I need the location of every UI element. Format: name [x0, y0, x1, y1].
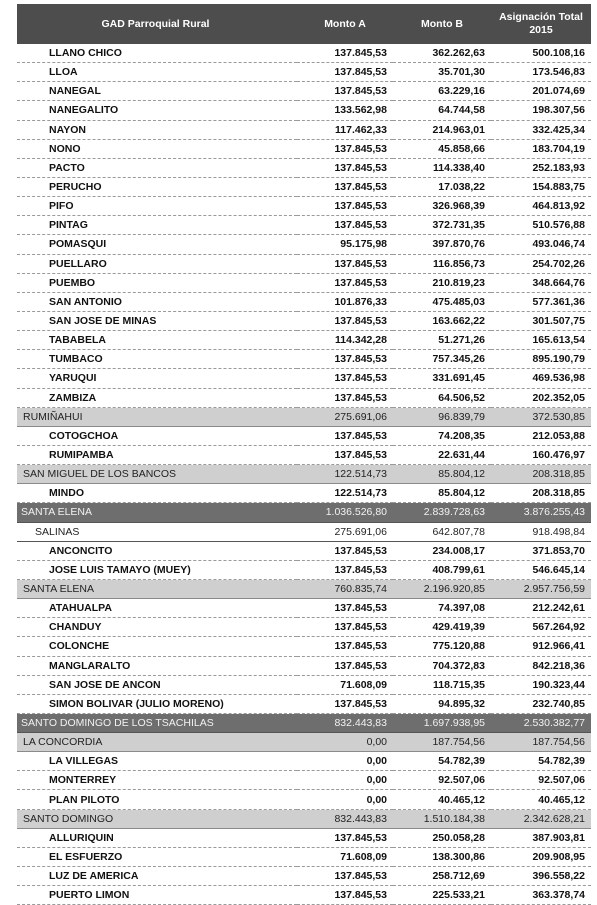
monto-b-cell: 94.895,32 [393, 694, 491, 713]
parroquia-cell: TABABELA [17, 331, 297, 350]
parroquia-cell: YARUQUI [17, 369, 297, 388]
monto-a-cell: 137.845,53 [297, 388, 393, 407]
parroquia-cell: ANCONCITO [17, 541, 297, 560]
parroquia-cell: SAN MIGUEL DE LOS BANCOS [17, 465, 297, 484]
monto-b-cell: 429.419,39 [393, 618, 491, 637]
monto-a-cell: 137.845,53 [297, 350, 393, 369]
asignacion-total-cell: 895.190,79 [491, 350, 591, 369]
parroquia-cell: ATAHUALPA [17, 599, 297, 618]
asignacion-total-cell: 464.813,92 [491, 197, 591, 216]
monto-b-cell: 51.271,26 [393, 331, 491, 350]
asignacion-total-cell: 208.318,85 [491, 465, 591, 484]
monto-b-cell: 138.300,86 [393, 847, 491, 866]
monto-b-cell: 250.058,28 [393, 828, 491, 847]
monto-a-cell: 137.845,53 [297, 867, 393, 886]
table-row [17, 790, 591, 809]
monto-b-cell: 2.839.728,63 [393, 503, 491, 522]
asignacion-total-cell: 208.318,85 [491, 484, 591, 503]
parroquia-cell: SAN ANTONIO [17, 292, 297, 311]
table-row [17, 637, 591, 656]
monto-a-cell: 137.845,53 [297, 273, 393, 292]
parroquia-cell: MANGLARALTO [17, 656, 297, 675]
monto-b-cell: 116.856,73 [393, 254, 491, 273]
parroquia-cell: LLOA [17, 63, 297, 82]
monto-a-cell: 95.175,98 [297, 235, 393, 254]
asignacion-total-cell: 190.323,44 [491, 675, 591, 694]
asignacion-total-cell: 469.536,98 [491, 369, 591, 388]
parroquia-cell: COLONCHE [17, 637, 297, 656]
parroquia-cell: PUEMBO [17, 273, 297, 292]
asignacion-total-cell: 54.782,39 [491, 752, 591, 771]
monto-a-cell: 71.608,09 [297, 675, 393, 694]
monto-b-cell: 45.858,66 [393, 139, 491, 158]
parroquia-cell: SAN JOSE DE ANCON [17, 675, 297, 694]
canton-row [17, 579, 591, 598]
monto-b-cell: 362.262,63 [393, 44, 491, 63]
monto-b-cell: 163.662,22 [393, 311, 491, 330]
monto-b-cell: 210.819,23 [393, 273, 491, 292]
parroquia-cell: RUMIÑAHUI [17, 407, 297, 426]
asignacion-total-cell: 387.903,81 [491, 828, 591, 847]
monto-b-cell: 214.963,01 [393, 120, 491, 139]
table-row [17, 44, 591, 63]
monto-a-cell: 137.845,53 [297, 177, 393, 196]
monto-a-cell: 137.845,53 [297, 560, 393, 579]
monto-a-cell: 101.876,33 [297, 292, 393, 311]
monto-a-cell: 137.845,53 [297, 369, 393, 388]
parroquia-cell: COTOGCHOA [17, 426, 297, 445]
asignacion-total-cell: 173.546,83 [491, 63, 591, 82]
monto-b-cell: 96.839,79 [393, 407, 491, 426]
asignacion-total-cell: 372.530,85 [491, 407, 591, 426]
asignacion-total-cell: 202.352,05 [491, 388, 591, 407]
monto-b-cell: 54.782,39 [393, 752, 491, 771]
monto-a-cell: 137.845,53 [297, 886, 393, 905]
asignacion-total-cell: 348.664,76 [491, 273, 591, 292]
canton-row [17, 733, 591, 752]
table-row [17, 867, 591, 886]
parroquia-cell: MINDO [17, 484, 297, 503]
table-row [17, 847, 591, 866]
parroquia-cell: LA VILLEGAS [17, 752, 297, 771]
table-row [17, 273, 591, 292]
monto-b-cell: 326.968,39 [393, 197, 491, 216]
monto-a-cell: 137.845,53 [297, 139, 393, 158]
asignacion-total-cell: 301.507,75 [491, 311, 591, 330]
asignacion-total-cell: 165.613,54 [491, 331, 591, 350]
canton-row [17, 407, 591, 426]
table-row [17, 445, 591, 464]
parroquia-cell: RUMIPAMBA [17, 445, 297, 464]
monto-a-cell: 133.562,98 [297, 101, 393, 120]
monto-a-cell: 137.845,53 [297, 618, 393, 637]
parroquia-cell: SIMON BOLIVAR (JULIO MORENO) [17, 694, 297, 713]
parroquia-cell: EL ESFUERZO [17, 847, 297, 866]
asignacion-total-cell: 493.046,74 [491, 235, 591, 254]
parroquia-cell: NONO [17, 139, 297, 158]
monto-b-cell: 35.701,30 [393, 63, 491, 82]
monto-a-cell: 137.845,53 [297, 82, 393, 101]
parroquia-cell: PUELLARO [17, 254, 297, 273]
monto-b-cell: 1.510.184,38 [393, 809, 491, 828]
canton-row [17, 465, 591, 484]
parroquia-cell: ALLURIQUIN [17, 828, 297, 847]
parroquia-cell: CHANDUY [17, 618, 297, 637]
parroquia-cell: PUERTO LIMON [17, 886, 297, 905]
table-header [17, 4, 591, 44]
monto-b-cell: 64.506,52 [393, 388, 491, 407]
asignacion-total-cell: 212.053,88 [491, 426, 591, 445]
monto-a-cell: 137.845,53 [297, 656, 393, 675]
parroquia-cell: LUZ DE AMERICA [17, 867, 297, 886]
monto-a-cell: 137.845,53 [297, 254, 393, 273]
table-row [17, 350, 591, 369]
monto-b-cell: 408.799,61 [393, 560, 491, 579]
monto-b-cell: 74.397,08 [393, 599, 491, 618]
monto-b-cell: 64.744,58 [393, 101, 491, 120]
monto-a-cell: 122.514,73 [297, 484, 393, 503]
monto-b-cell: 118.715,35 [393, 675, 491, 694]
parroquia-cell: SANTO DOMINGO DE LOS TSACHILAS [17, 713, 297, 732]
asignacion-total-cell: 232.740,85 [491, 694, 591, 713]
monto-a-cell: 1.036.526,80 [297, 503, 393, 522]
budget-allocation-table [17, 4, 591, 905]
monto-a-cell: 114.342,28 [297, 331, 393, 350]
table-row [17, 82, 591, 101]
monto-a-cell: 0,00 [297, 752, 393, 771]
asignacion-total-cell: 209.908,95 [491, 847, 591, 866]
monto-a-cell: 137.845,53 [297, 426, 393, 445]
monto-b-cell: 114.338,40 [393, 158, 491, 177]
monto-b-cell: 757.345,26 [393, 350, 491, 369]
parroquia-cell: SANTA ELENA [17, 579, 297, 598]
monto-a-cell: 137.845,53 [297, 158, 393, 177]
table-row [17, 426, 591, 445]
monto-a-cell: 0,00 [297, 790, 393, 809]
monto-b-cell: 187.754,56 [393, 733, 491, 752]
monto-b-cell: 40.465,12 [393, 790, 491, 809]
parroquia-cell: PLAN PILOTO [17, 790, 297, 809]
monto-b-cell: 1.697.938,95 [393, 713, 491, 732]
asignacion-total-cell: 2.530.382,77 [491, 713, 591, 732]
table-row [17, 63, 591, 82]
header-monto-a: Monto A [297, 4, 393, 44]
parroquia-cell: MONTERREY [17, 771, 297, 790]
table-row [17, 311, 591, 330]
monto-a-cell: 71.608,09 [297, 847, 393, 866]
monto-a-cell: 760.835,74 [297, 579, 393, 598]
asignacion-total-cell: 396.558,22 [491, 867, 591, 886]
asignacion-total-cell: 577.361,36 [491, 292, 591, 311]
table-row [17, 177, 591, 196]
table-row [17, 599, 591, 618]
monto-b-cell: 397.870,76 [393, 235, 491, 254]
table-row [17, 484, 591, 503]
table-row [17, 235, 591, 254]
monto-a-cell: 137.845,53 [297, 44, 393, 63]
monto-b-cell: 475.485,03 [393, 292, 491, 311]
asignacion-total-cell: 92.507,06 [491, 771, 591, 790]
asignacion-total-cell: 2.957.756,59 [491, 579, 591, 598]
parroquia-cell: NANEGALITO [17, 101, 297, 120]
table-row [17, 560, 591, 579]
monto-a-cell: 275.691,06 [297, 522, 393, 541]
monto-b-cell: 74.208,35 [393, 426, 491, 445]
monto-b-cell: 63.229,16 [393, 82, 491, 101]
monto-a-cell: 137.845,53 [297, 63, 393, 82]
parroquia-cell: SALINAS [17, 522, 297, 541]
monto-b-cell: 234.008,17 [393, 541, 491, 560]
table-row [17, 216, 591, 235]
table-body [17, 44, 591, 905]
table-row [17, 388, 591, 407]
asignacion-total-cell: 500.108,16 [491, 44, 591, 63]
table-row [17, 828, 591, 847]
asignacion-total-cell: 160.476,97 [491, 445, 591, 464]
table-row [17, 675, 591, 694]
asignacion-total-cell: 842.218,36 [491, 656, 591, 675]
table-row [17, 369, 591, 388]
parroquia-cell: SANTA ELENA [17, 503, 297, 522]
monto-a-cell: 137.845,53 [297, 828, 393, 847]
subtotal-row [17, 522, 591, 541]
table-row [17, 694, 591, 713]
parroquia-cell: ZAMBIZA [17, 388, 297, 407]
monto-a-cell: 137.845,53 [297, 694, 393, 713]
table-row [17, 158, 591, 177]
asignacion-total-cell: 510.576,88 [491, 216, 591, 235]
parroquia-cell: SAN JOSE DE MINAS [17, 311, 297, 330]
monto-a-cell: 137.845,53 [297, 637, 393, 656]
parroquia-cell: PINTAG [17, 216, 297, 235]
asignacion-total-cell: 567.264,92 [491, 618, 591, 637]
table-row [17, 197, 591, 216]
asignacion-total-cell: 212.242,61 [491, 599, 591, 618]
asignacion-total-cell: 2.342.628,21 [491, 809, 591, 828]
asignacion-total-cell: 154.883,75 [491, 177, 591, 196]
monto-b-cell: 17.038,22 [393, 177, 491, 196]
table-row [17, 541, 591, 560]
parroquia-cell: LLANO CHICO [17, 44, 297, 63]
asignacion-total-cell: 363.378,74 [491, 886, 591, 905]
monto-b-cell: 2.196.920,85 [393, 579, 491, 598]
asignacion-total-cell: 198.307,56 [491, 101, 591, 120]
parroquia-cell: TUMBACO [17, 350, 297, 369]
province-row [17, 713, 591, 732]
table-row [17, 101, 591, 120]
table-row [17, 331, 591, 350]
monto-a-cell: 137.845,53 [297, 216, 393, 235]
monto-b-cell: 85.804,12 [393, 484, 491, 503]
monto-b-cell: 704.372,83 [393, 656, 491, 675]
parroquia-cell: LA CONCORDIA [17, 733, 297, 752]
parroquia-cell: POMASQUI [17, 235, 297, 254]
asignacion-total-cell: 546.645,14 [491, 560, 591, 579]
parroquia-cell: JOSE LUIS TAMAYO (MUEY) [17, 560, 297, 579]
monto-a-cell: 275.691,06 [297, 407, 393, 426]
asignacion-total-cell: 254.702,26 [491, 254, 591, 273]
header-asignacion-total: Asignación Total 2015 [491, 4, 591, 44]
monto-a-cell: 0,00 [297, 771, 393, 790]
parroquia-cell: PIFO [17, 197, 297, 216]
parroquia-cell: SANTO DOMINGO [17, 809, 297, 828]
asignacion-total-cell: 183.704,19 [491, 139, 591, 158]
table-row [17, 886, 591, 905]
table-row [17, 656, 591, 675]
monto-b-cell: 775.120,88 [393, 637, 491, 656]
asignacion-total-cell: 187.754,56 [491, 733, 591, 752]
canton-row [17, 809, 591, 828]
monto-b-cell: 225.533,21 [393, 886, 491, 905]
monto-b-cell: 331.691,45 [393, 369, 491, 388]
monto-a-cell: 137.845,53 [297, 541, 393, 560]
monto-a-cell: 137.845,53 [297, 445, 393, 464]
monto-a-cell: 117.462,33 [297, 120, 393, 139]
table-row [17, 254, 591, 273]
asignacion-total-cell: 201.074,69 [491, 82, 591, 101]
monto-b-cell: 372.731,35 [393, 216, 491, 235]
monto-b-cell: 22.631,44 [393, 445, 491, 464]
monto-a-cell: 137.845,53 [297, 311, 393, 330]
parroquia-cell: PERUCHO [17, 177, 297, 196]
parroquia-cell: NANEGAL [17, 82, 297, 101]
table-row [17, 752, 591, 771]
table-row [17, 139, 591, 158]
monto-a-cell: 122.514,73 [297, 465, 393, 484]
asignacion-total-cell: 40.465,12 [491, 790, 591, 809]
asignacion-total-cell: 912.966,41 [491, 637, 591, 656]
table-row [17, 618, 591, 637]
monto-a-cell: 0,00 [297, 733, 393, 752]
asignacion-total-cell: 918.498,84 [491, 522, 591, 541]
table-row [17, 771, 591, 790]
monto-b-cell: 258.712,69 [393, 867, 491, 886]
asignacion-total-cell: 371.853,70 [491, 541, 591, 560]
monto-a-cell: 832.443,83 [297, 809, 393, 828]
header-monto-b: Monto B [393, 4, 491, 44]
province-row [17, 503, 591, 522]
monto-a-cell: 832.443,83 [297, 713, 393, 732]
monto-b-cell: 85.804,12 [393, 465, 491, 484]
monto-a-cell: 137.845,53 [297, 599, 393, 618]
monto-a-cell: 137.845,53 [297, 197, 393, 216]
table-row [17, 292, 591, 311]
header-parroquia: GAD Parroquial Rural [17, 4, 297, 44]
parroquia-cell: PACTO [17, 158, 297, 177]
monto-b-cell: 92.507,06 [393, 771, 491, 790]
table-row [17, 120, 591, 139]
parroquia-cell: NAYON [17, 120, 297, 139]
asignacion-total-cell: 252.183,93 [491, 158, 591, 177]
asignacion-total-cell: 3.876.255,43 [491, 503, 591, 522]
monto-b-cell: 642.807,78 [393, 522, 491, 541]
header-row [17, 4, 591, 44]
asignacion-total-cell: 332.425,34 [491, 120, 591, 139]
